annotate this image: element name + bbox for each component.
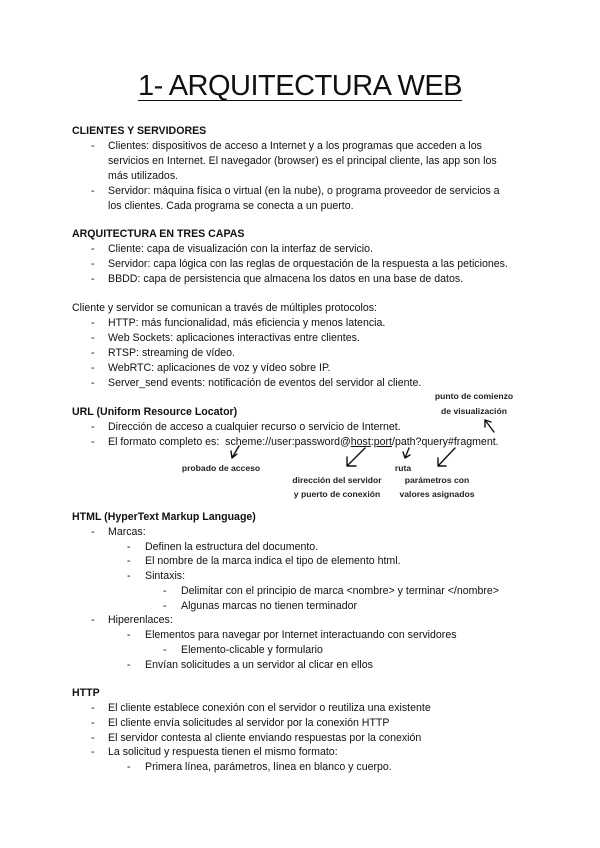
bullet-dash: - (91, 421, 95, 433)
list-item: Servidor: capa lógica con las reglas de orquestación de la respuesta a las peticiones. (108, 258, 508, 270)
bullet-dash: - (127, 761, 131, 773)
url-path-part: /path?query#fragment. (392, 436, 499, 448)
list-item: Sintaxis: (145, 570, 186, 582)
heading-html: HTML (HyperText Markup Language) (72, 511, 256, 523)
arrow-start-point (485, 420, 494, 432)
arrow-path (403, 448, 410, 458)
bullet-dash: - (127, 659, 131, 671)
list-item: Dirección de acceso a cualquier recurso o servicio de Internet. (108, 421, 401, 433)
url-host-part: host (350, 436, 371, 448)
list-item: Server_send events: notificación de eventos del servidor al cliente. (108, 377, 422, 389)
bullet-dash: - (163, 644, 167, 656)
list-item: Elementos para navegar por Internet interactuando con servidores (145, 629, 457, 641)
note-host-port: dirección del servidor y puerto de conexión (292, 475, 382, 499)
bullet-dash: - (91, 702, 95, 714)
list-item-cont: los clientes. Cada programa se conecta a un puerto. (108, 200, 354, 212)
bullet-dash: - (91, 347, 95, 359)
list-item: Cliente: capa de visualización con la interfaz de servicio. (108, 243, 373, 255)
url-port-part: port (373, 436, 392, 448)
bullet-dash: - (91, 258, 95, 270)
heading-url: URL (Uniform Resource Locator) (72, 406, 238, 418)
note-path: ruta (394, 463, 412, 473)
list-item: El cliente establece conexión con el servidor o reutiliza una existente (108, 702, 431, 714)
list-item-cont: servicios en Internet. El navegador (browser) es el principal cliente, las app son los (108, 155, 497, 167)
list-item: Envían solicitudes a un servidor al clicar en ellos (145, 659, 373, 671)
list-item: La solicitud y respuesta tienen el mismo formato: (108, 746, 338, 758)
list-item: Marcas: (108, 526, 146, 538)
list-item: Primera línea, parámetros, línea en blanco y cuerpo. (145, 761, 392, 773)
list-item: El nombre de la marca indica el tipo de elemento html. (145, 555, 401, 567)
bullet-dash: - (91, 614, 95, 626)
bullet-dash: - (91, 377, 95, 389)
list-item: Servidor: máquina física o virtual (en la nube), o programa proveedor de servicios a (108, 185, 500, 197)
page-title: 1- ARQUITECTURA WEB (137, 70, 463, 102)
bullet-dash: - (91, 273, 95, 285)
list-item: Algunas marcas no tienen terminador (181, 600, 358, 612)
bullet-dash: - (163, 600, 167, 612)
note-query: parámetros con valores asignados (399, 475, 475, 499)
arrow-scheme (231, 446, 239, 458)
url-format-label: El formato completo es: (108, 436, 220, 448)
bullet-dash: - (163, 585, 167, 597)
bullet-dash: - (91, 746, 95, 758)
note-start-point: punto de comienzo de visualización (434, 391, 514, 416)
list-item: RTSP: streaming de vídeo. (108, 347, 235, 359)
protocols-intro: Cliente y servidor se comunican a través de múltiples protocolos: (72, 302, 378, 314)
bullet-dash: - (91, 717, 95, 729)
list-item: Definen la estructura del documento. (145, 541, 319, 553)
url-scheme-part: scheme://user:password@ (225, 436, 351, 448)
bullet-dash: - (91, 526, 95, 538)
list-item: Clientes: dispositivos de acceso a Internet y a los programas que acceden a los (108, 140, 482, 152)
bullet-dash: - (91, 362, 95, 374)
bullet-dash: - (91, 243, 95, 255)
bullet-dash: - (127, 570, 131, 582)
note-scheme: probado de acceso (181, 463, 261, 473)
list-item: El servidor contesta al cliente enviando respuestas por la conexión (108, 732, 422, 744)
list-item: HTTP: más funcionalidad, más eficiencia y menos latencia. (108, 317, 386, 329)
bullet-dash: - (91, 185, 95, 197)
bullet-dash: - (91, 140, 95, 152)
list-item: Elemento-clicable y formulario (181, 644, 323, 656)
arrow-query (438, 448, 455, 466)
heading-http: HTTP (72, 687, 100, 699)
list-item: Hiperenlaces: (108, 614, 173, 626)
bullet-dash: - (127, 629, 131, 641)
bullet-dash: - (91, 732, 95, 744)
list-item: WebRTC: aplicaciones de voz y vídeo sobre IP. (108, 362, 331, 374)
arrow-host (347, 448, 365, 466)
list-item: Delimitar con el principio de marca <nombre> y terminar </nombre> (181, 585, 499, 597)
bullet-dash: - (91, 332, 95, 344)
list-item-cont: más utilizados. (108, 170, 179, 182)
url-colon: : (370, 436, 374, 448)
bullet-dash: - (127, 555, 131, 567)
bullet-dash: - (91, 317, 95, 329)
list-item: BBDD: capa de persistencia que almacena los datos en una base de datos. (108, 273, 464, 285)
list-item: Web Sockets: aplicaciones interactivas entre clientes. (108, 332, 360, 344)
heading-three-tier: ARQUITECTURA EN TRES CAPAS (72, 228, 245, 240)
bullet-dash: - (127, 541, 131, 553)
bullet-dash: - (91, 436, 95, 448)
list-item: El cliente envía solicitudes al servidor por la conexión HTTP (108, 717, 390, 729)
heading-clients-servers: CLIENTES Y SERVIDORES (72, 125, 207, 137)
